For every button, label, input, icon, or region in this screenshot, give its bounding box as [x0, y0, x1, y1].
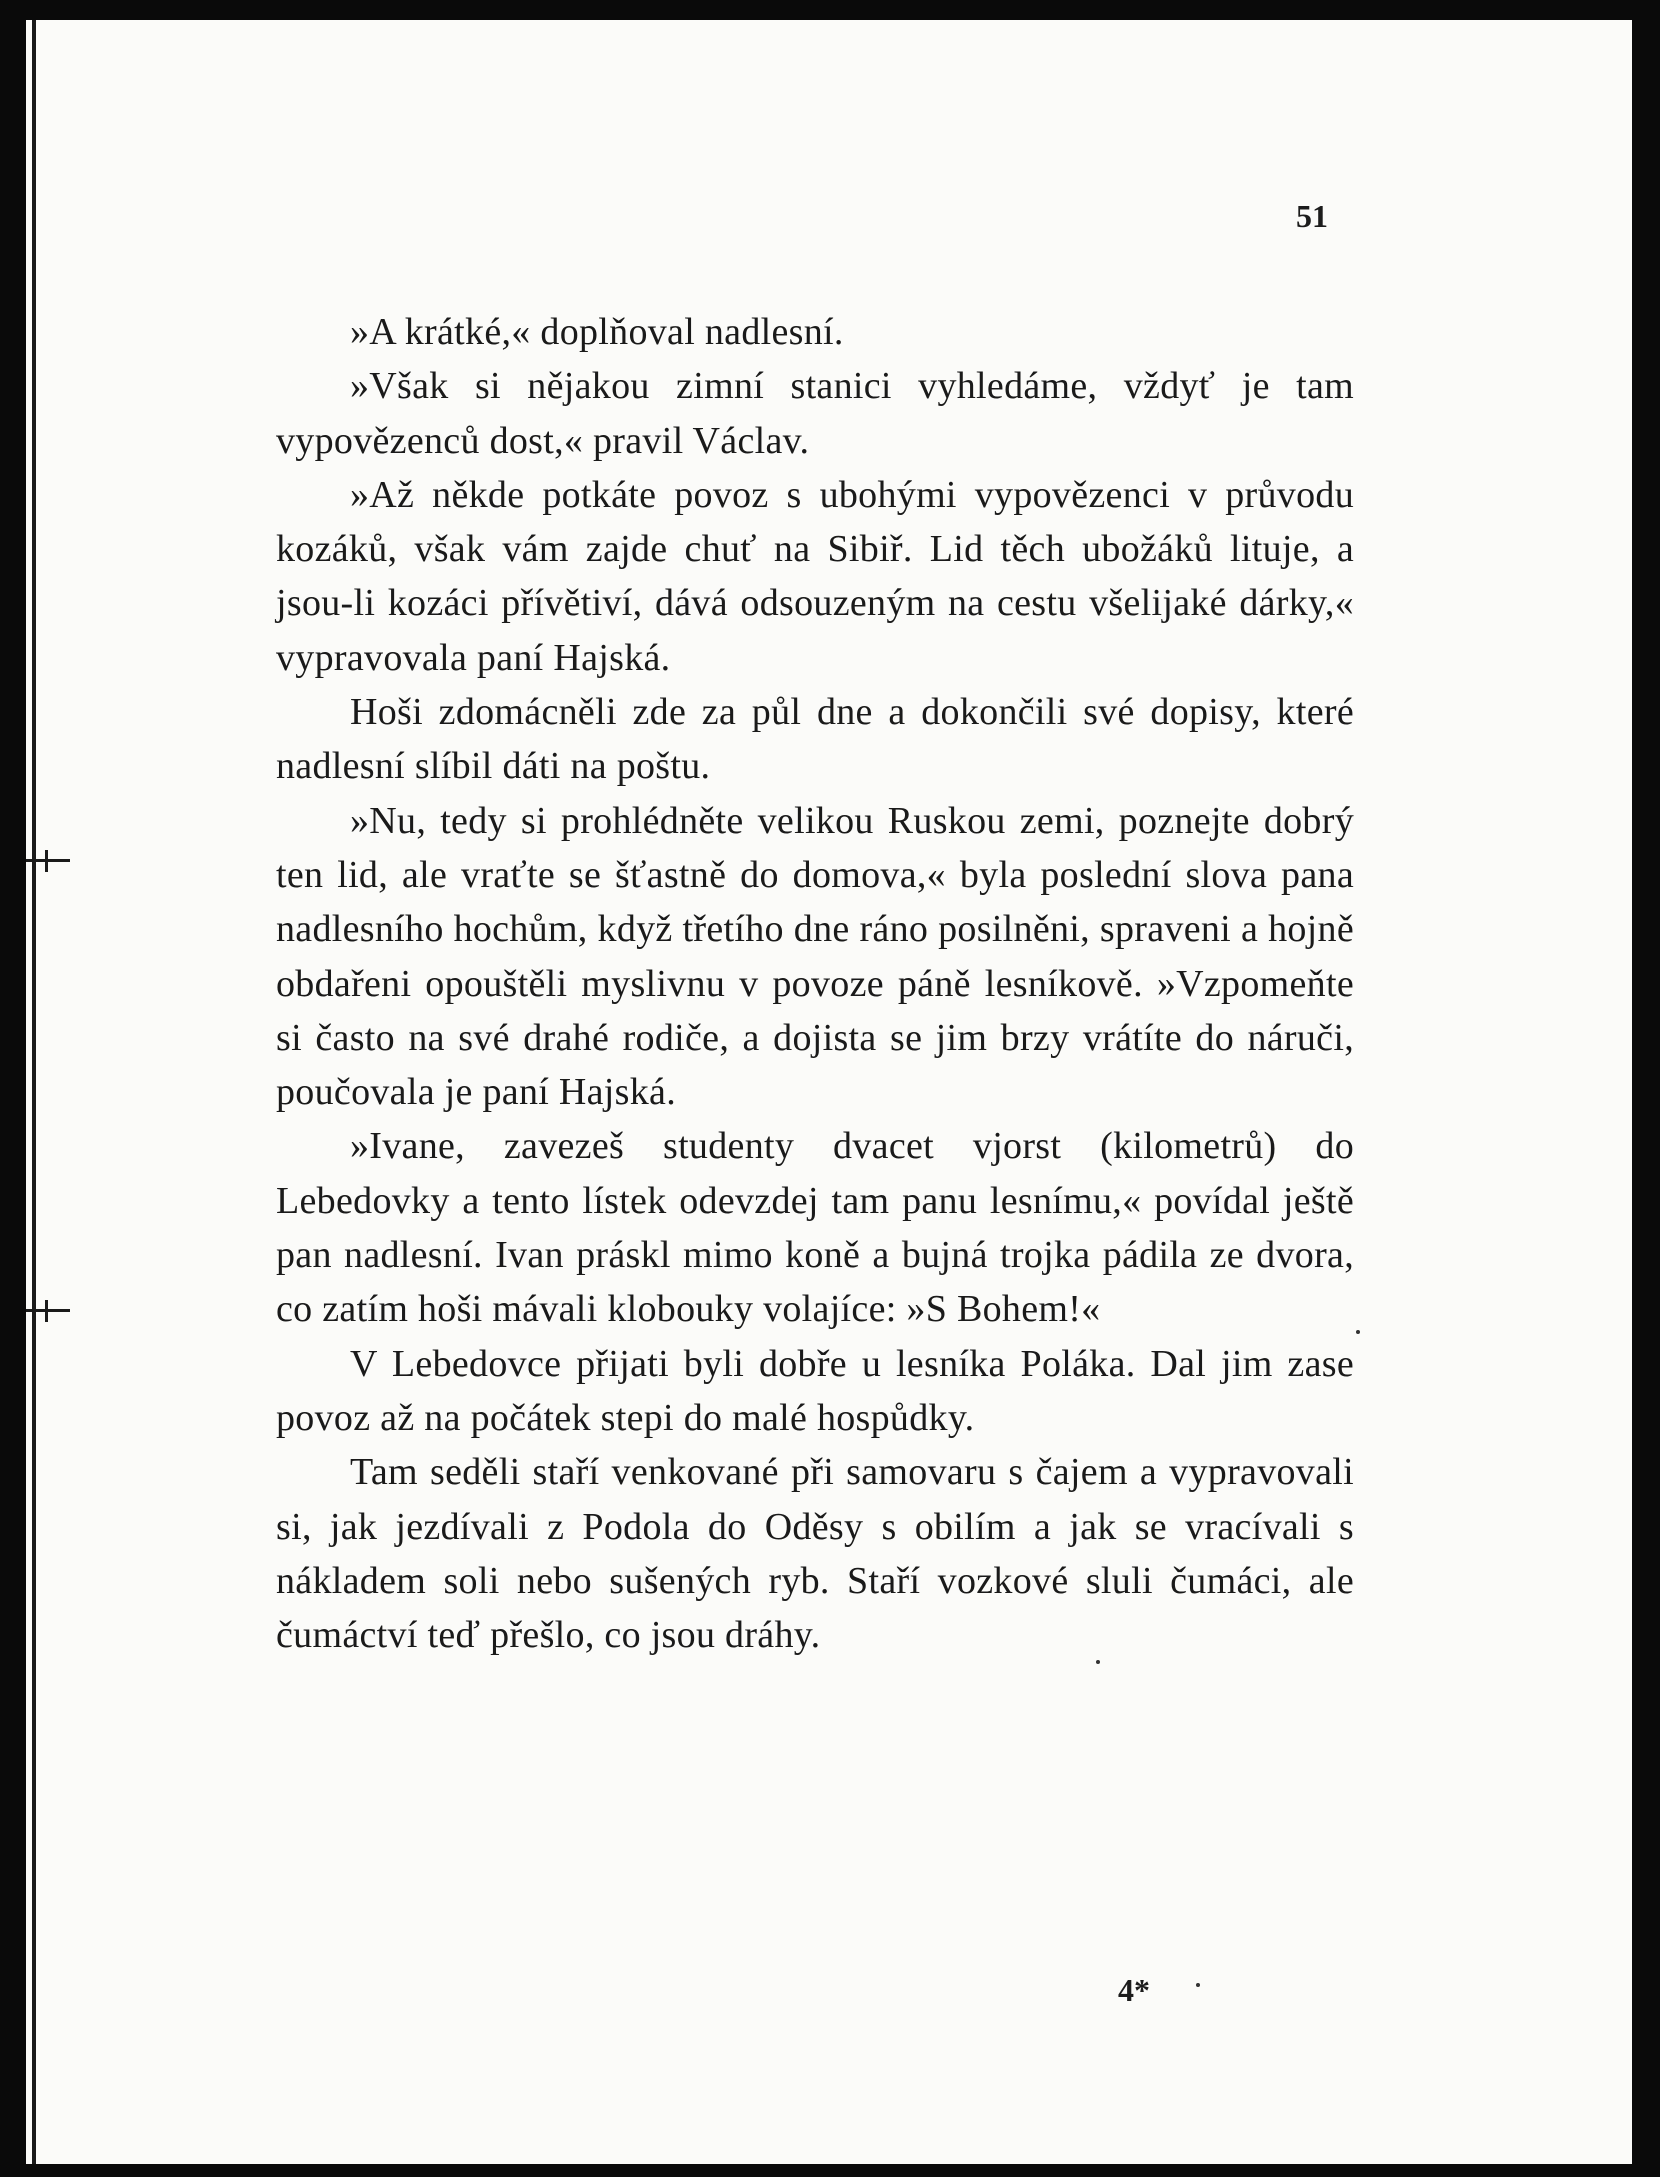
paragraph-7: V Lebedovce přijati byli dobře u lesníka Poláka. Dal jim zase povoz až na počátek stepi do malé hospůdky. — [276, 1342, 1354, 1439]
paragraph-1: »A krátké,« doplňoval nadlesní. — [350, 311, 844, 353]
signature-mark: 4* — [1118, 1972, 1150, 2008]
paragraph-2: »Však si nějakou zimní stanici vyhledáme, vždyť je tam vypovězenců dost,« pravil Václav. — [276, 365, 1354, 462]
paper-speck — [1096, 1660, 1100, 1664]
registration-mark-bottom — [26, 1309, 70, 1312]
registration-mark-top-stem — [45, 850, 48, 872]
page-number: 51 — [1296, 198, 1328, 234]
paragraph-4: Hoši zdomácněli zde za půl dne a dokončili své dopisy, které nadlesní slíbil dáti na poštu. — [276, 691, 1354, 788]
registration-mark-bottom-stem — [45, 1300, 48, 1322]
body-text — [276, 305, 1354, 1662]
registration-mark-top — [26, 859, 70, 862]
paragraph-3: »Až někde potkáte povoz s ubohými vypovězenci v průvodu kozáků, však vám zajde chuť na Sibiř. Lid těch ubožáků lituje, a jsou-li kozáci přívětiví, dává odsouzeným na cestu všelijaké dárky,« vypravovala paní Hajská. — [276, 473, 1354, 679]
binding-edge — [32, 20, 36, 2164]
book-page — [26, 20, 1632, 2164]
paragraph-5: »Nu, tedy si prohlédněte velikou Ruskou zemi, poznejte dobrý ten lid, ale vraťte se šťastně do domova,« byla poslední slova pana nadlesního hochům, když třetího dne ráno posilněni, spraveni a hojně obdařeni opouštěli myslivnu v povoze páně lesníkově. »Vzpomeňte si často na své drahé rodiče, a dojista se jim brzy vrátíte do náruči, poučovala je paní Hajská. — [276, 799, 1354, 1114]
paragraph-8: Tam seděli staří venkované při samovaru s čajem a vypravovali si, jak jezdívali z Podola do Oděsy s obilím a jak se vracívali s nákladem soli nebo sušených ryb. Staří vozkové sluli čumáci, ale čumáctví teď přešlo, co jsou dráhy. — [276, 1451, 1354, 1657]
paper-speck — [1196, 1983, 1200, 1987]
paper-speck — [1356, 1330, 1360, 1334]
paragraph-6: »Ivane, zavezeš studenty dvacet vjorst (kilometrů) do Lebedovky a tento lístek odevzdej tam panu lesnímu,« povídal ještě pan nadlesní. Ivan práskl mimo koně a bujná trojka pádila ze dvora, co zatím hoši mávali klobouky volajíce: »S Bohem!« — [276, 1125, 1354, 1331]
